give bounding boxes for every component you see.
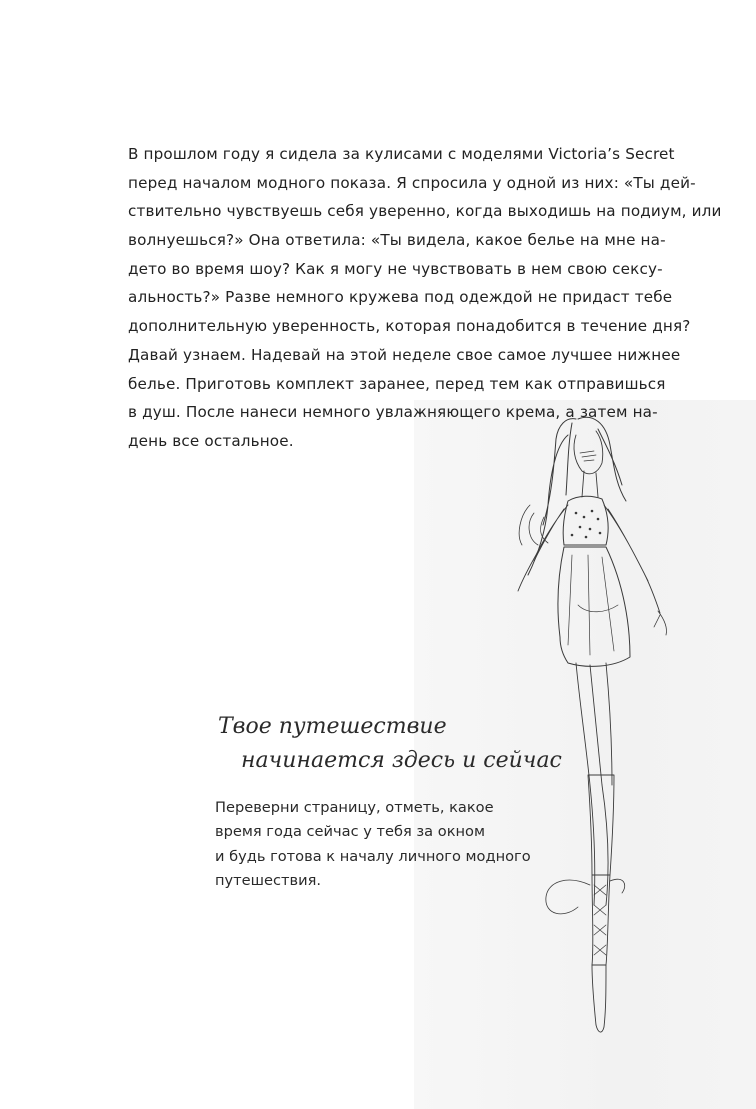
sketch-boot-laces <box>594 885 606 955</box>
paragraph-line: день все остальное. <box>128 431 294 450</box>
paragraph-line: В прошлом году я сидела за кулисами с моделями Victoria’s Secret <box>128 145 675 163</box>
sketch-right-arm <box>604 505 660 613</box>
sketch-hair-strands <box>519 505 548 545</box>
paragraph-line: дето во время шоу? Как я могу не чувствовать в нем свою сексу- <box>128 259 663 278</box>
journey-heading <box>214 710 562 778</box>
sketch-legs <box>576 663 612 905</box>
journey-text-line: Переверни страницу, отметь, какое <box>215 799 494 816</box>
sketch-ribbon <box>546 879 625 914</box>
paragraph-line: волнуешься?» Она ответила: «Ты видела, какое белье на мне на- <box>128 231 666 250</box>
sketch-right-hand <box>654 611 667 635</box>
sketch-neck <box>582 471 598 497</box>
sketch-hair <box>528 417 626 575</box>
sketch-bodice-dots <box>571 510 602 539</box>
sketch-left-arm <box>518 505 568 591</box>
paragraph-line: ствительно чувствуешь себя уверенно, когда выходишь на подиум, или <box>128 202 722 221</box>
journey-heading-line-1: Твое путешествие <box>218 714 447 739</box>
sketch-skirt-folds <box>568 555 618 655</box>
journey-text-line: время года сейчас у тебя за окном <box>215 823 485 841</box>
journey-text-line: путешествия. <box>215 871 322 889</box>
paragraph-line: Давай узнаем. Надевай на этой неделе свое самое лучшее нижнее <box>128 345 681 364</box>
paragraph-line: дополнительную уверенность, которая понадобится в течение дня? <box>128 317 691 336</box>
paragraph-line: альность?» Разве немного кружева под одеждой не придаст тебе <box>128 288 673 307</box>
sketch-skirt <box>558 547 630 666</box>
journey-text-line: и будь готова к началу личного модного <box>215 847 531 865</box>
sketch-foot <box>592 965 606 1032</box>
journey-heading-line-2: начинается здесь и сейчас <box>241 748 562 773</box>
paragraph-line: в душ. После нанеси немного увлажняющего крема, а затем на- <box>128 403 658 422</box>
sketch-face <box>574 431 603 474</box>
paragraph-line: перед началом модного показа. Я спросила у одной из них: «Ты дей- <box>128 173 696 192</box>
sketch-face-shade <box>580 451 596 461</box>
journey-text <box>215 796 531 893</box>
paragraph-line: белье. Приготовь комплект заранее, перед тем как отправишься <box>128 374 666 393</box>
